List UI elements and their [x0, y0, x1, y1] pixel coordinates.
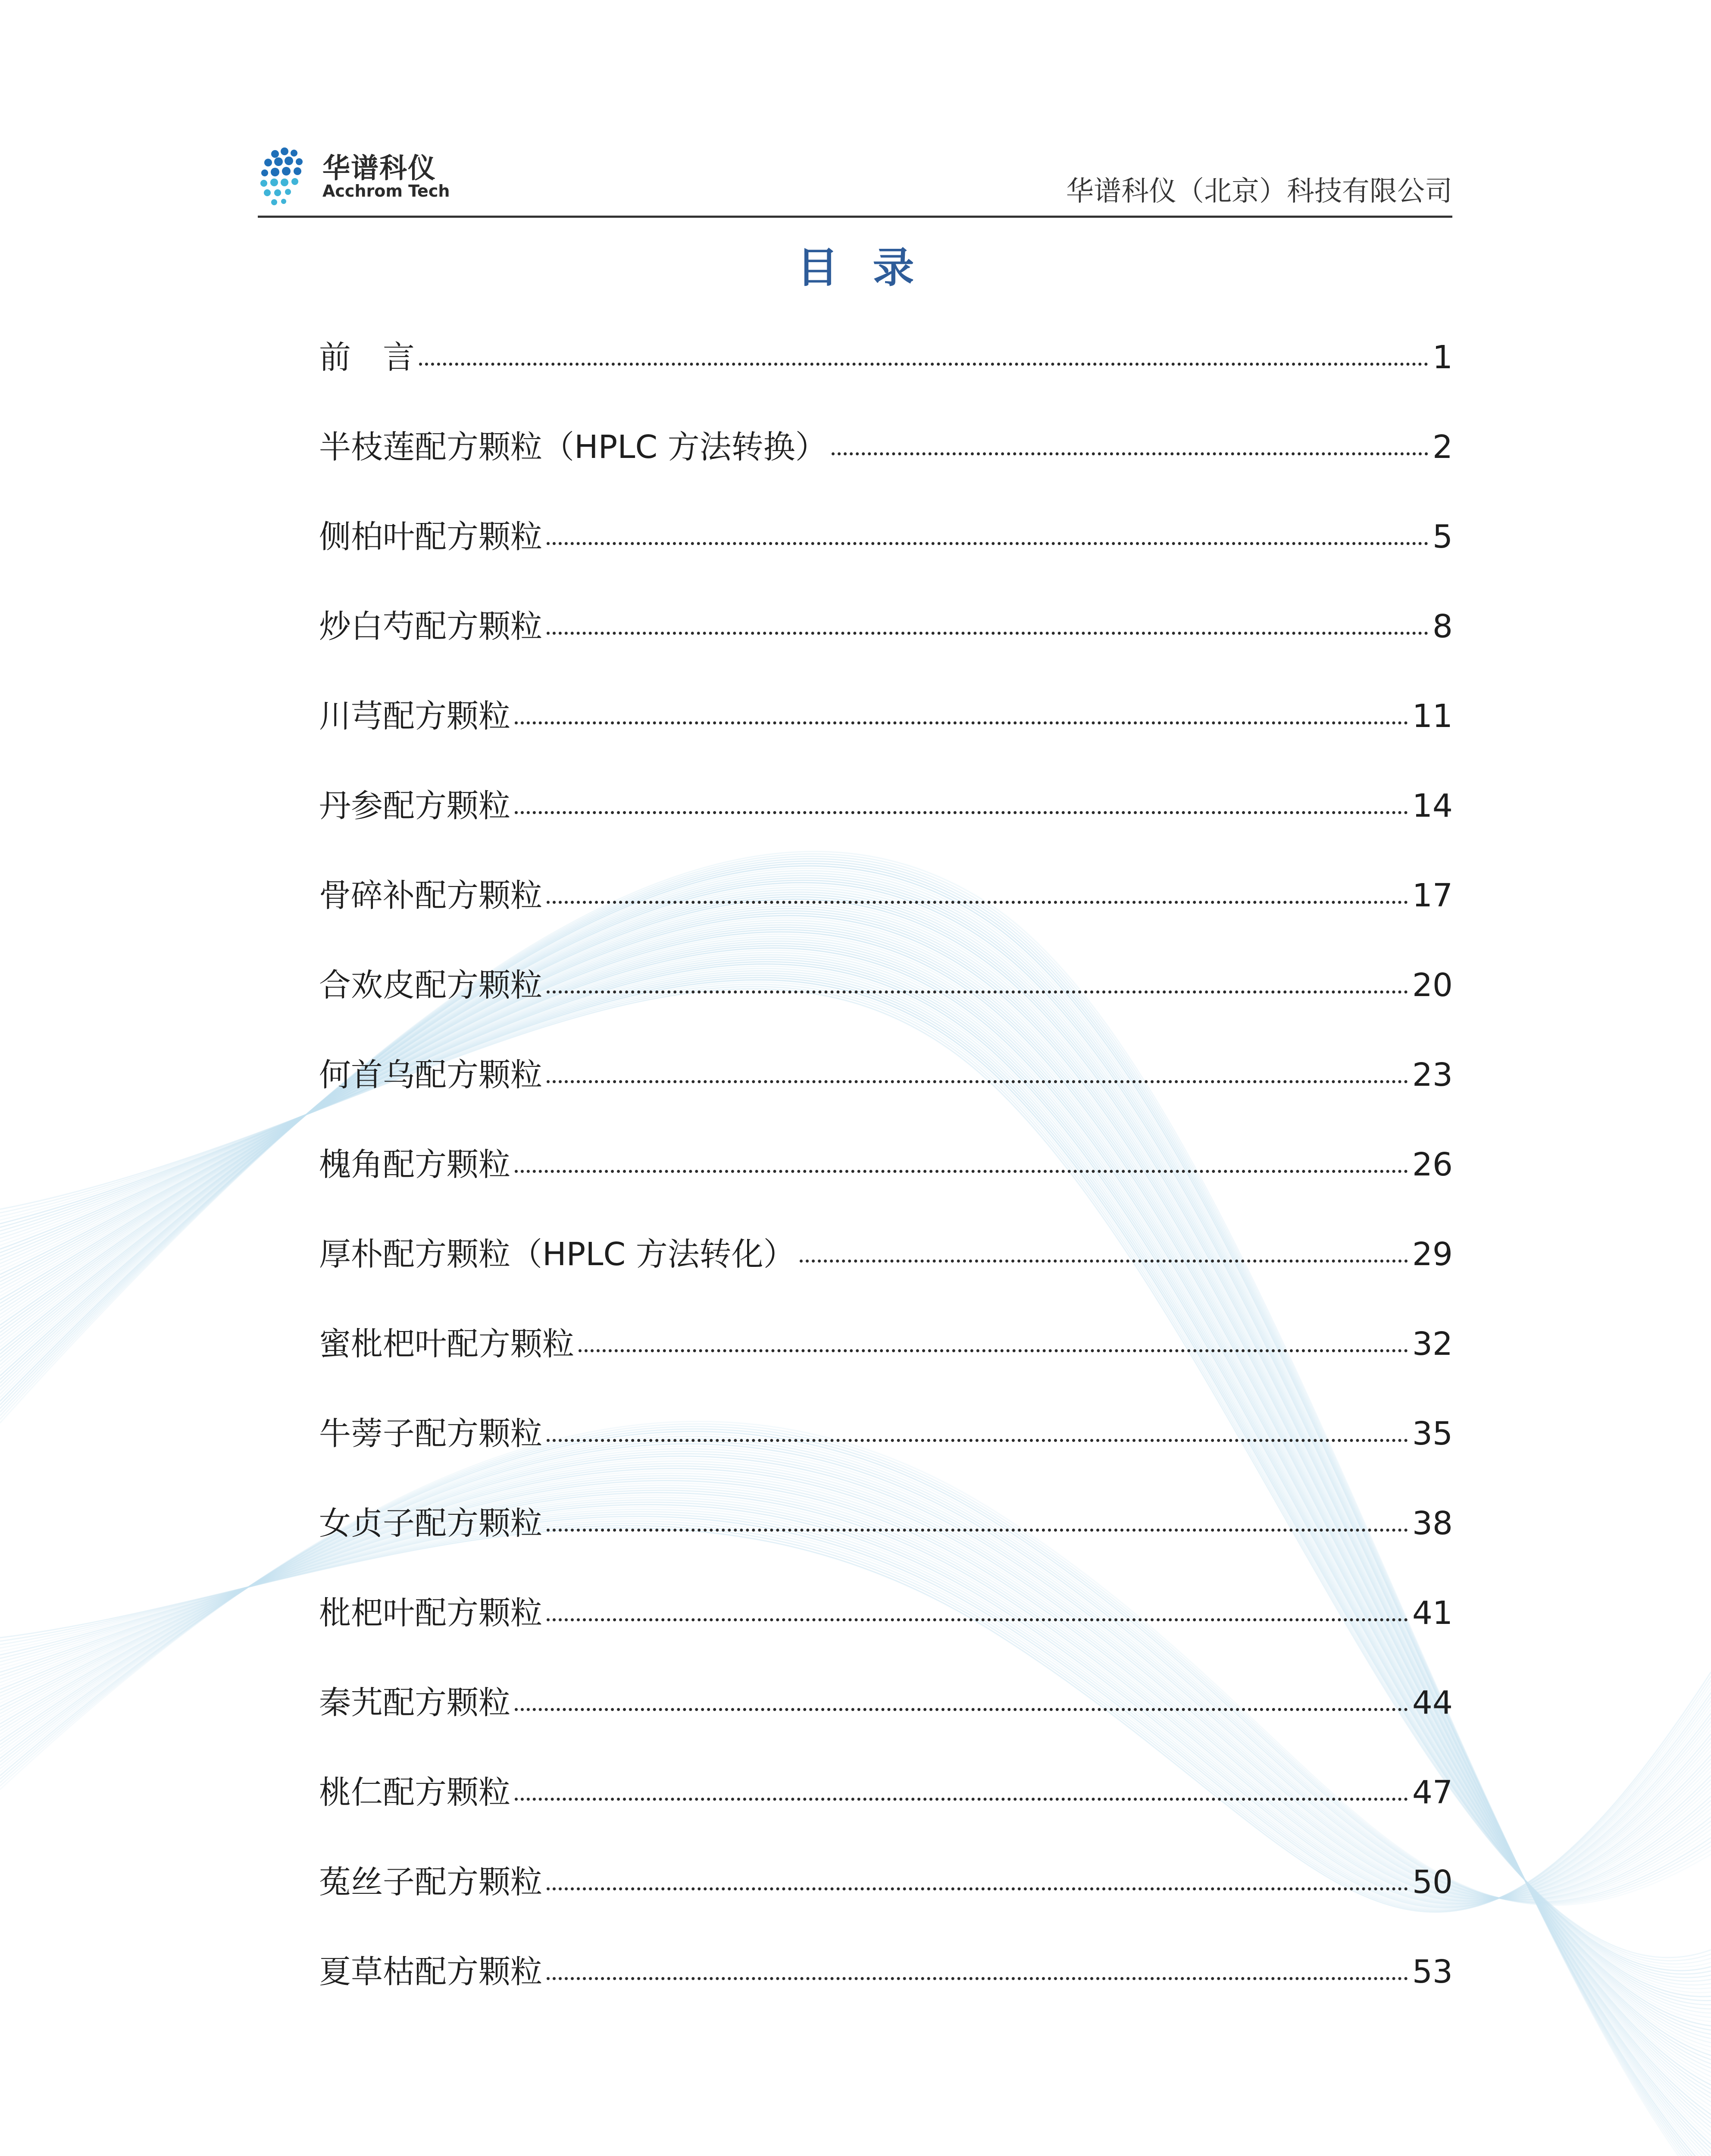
toc-entry-title: 女贞子配方颗粒: [319, 1505, 542, 1542]
toc-dot-leader: [547, 1618, 1408, 1621]
toc-entry[interactable]: [319, 1319, 1453, 1408]
toc-entry-title: 骨碎补配方颗粒: [319, 877, 542, 914]
toc-entry[interactable]: [319, 1229, 1453, 1319]
toc-entry[interactable]: [319, 332, 1453, 422]
toc-entry-title: 牛蒡子配方颗粒: [319, 1415, 542, 1452]
toc-entry[interactable]: [319, 1946, 1453, 2036]
toc-entry-page: 20: [1412, 967, 1453, 1004]
toc-dot-leader: [547, 1529, 1408, 1532]
toc-entry-page: 1: [1432, 339, 1453, 376]
toc-entry-page: 5: [1432, 518, 1453, 555]
toc-entry[interactable]: [319, 511, 1453, 601]
company-logo: [258, 144, 450, 213]
toc-dot-leader: [419, 363, 1428, 366]
toc-entry[interactable]: [319, 691, 1453, 780]
toc-entry[interactable]: [319, 1408, 1453, 1498]
toc-entry-title: 前 言: [319, 339, 415, 376]
toc-dot-leader: [547, 1887, 1408, 1890]
toc-dot-leader: [547, 542, 1428, 545]
toc-entry-title: 丹参配方颗粒: [319, 787, 510, 824]
toc-entry[interactable]: [319, 1588, 1453, 1677]
toc-entry-title: 厚朴配方颗粒（HPLC 方法转化）: [319, 1236, 795, 1273]
toc-entry[interactable]: [319, 601, 1453, 691]
toc-entry-page: 11: [1412, 698, 1453, 735]
toc-entry-title: 枇杷叶配方颗粒: [319, 1595, 542, 1632]
toc-entry-page: 44: [1412, 1684, 1453, 1721]
toc-entry-page: 53: [1412, 1953, 1453, 1990]
toc-entry-page: 17: [1412, 877, 1453, 914]
toc-dot-leader: [515, 721, 1408, 724]
toc-dot-leader: [579, 1349, 1408, 1352]
toc-entry[interactable]: [319, 870, 1453, 960]
toc-dot-leader: [547, 901, 1408, 904]
toc-dot-leader: [515, 811, 1408, 814]
toc-dot-leader: [832, 452, 1428, 455]
logo-globe-icon: [258, 144, 318, 213]
toc-entry-page: 26: [1412, 1146, 1453, 1183]
company-name: 华谱科仪（北京）科技有限公司: [1066, 175, 1452, 207]
toc-entry-title: 川芎配方颗粒: [319, 698, 510, 735]
toc-entry-title: 秦艽配方颗粒: [319, 1684, 510, 1721]
toc-dot-leader: [515, 1798, 1408, 1801]
toc-dot-leader: [547, 1977, 1408, 1980]
toc-dot-leader: [515, 1170, 1408, 1173]
toc-entry[interactable]: [319, 1498, 1453, 1588]
toc-entry-page: 41: [1412, 1595, 1453, 1632]
toc-entry-page: 50: [1412, 1864, 1453, 1901]
header-divider: [258, 216, 1452, 218]
toc-entry-page: 29: [1412, 1236, 1453, 1273]
toc-entry-page: 47: [1412, 1774, 1453, 1811]
toc-entry-page: 2: [1432, 429, 1453, 466]
toc-entry-title: 半枝莲配方颗粒（HPLC 方法转换）: [319, 429, 827, 466]
toc-entry[interactable]: [319, 1139, 1453, 1229]
toc-dot-leader: [547, 990, 1408, 993]
toc-entry-page: 23: [1412, 1056, 1453, 1094]
toc-entry[interactable]: [319, 1767, 1453, 1857]
toc-entry-page: 8: [1432, 608, 1453, 645]
toc-dot-leader: [547, 1439, 1408, 1442]
toc-entry-title: 桃仁配方颗粒: [319, 1774, 510, 1811]
toc-entry[interactable]: [319, 1050, 1453, 1139]
toc-entry-title: 何首乌配方颗粒: [319, 1056, 542, 1094]
toc-entry[interactable]: [319, 960, 1453, 1050]
toc-entry-page: 35: [1412, 1415, 1453, 1452]
toc-dot-leader: [800, 1260, 1408, 1263]
toc-entry-title: 炒白芍配方颗粒: [319, 608, 542, 645]
toc-dot-leader: [547, 1080, 1408, 1083]
toc-dot-leader: [515, 1708, 1408, 1711]
logo-chinese-name: 华谱科仪: [322, 153, 436, 185]
toc-entry-title: 蜜枇杷叶配方颗粒: [319, 1326, 574, 1363]
toc-entry-title: 菟丝子配方颗粒: [319, 1864, 542, 1901]
toc-dot-leader: [547, 632, 1428, 635]
toc-entry[interactable]: [319, 780, 1453, 870]
toc-entry[interactable]: [319, 1677, 1453, 1767]
toc-entry-page: 32: [1412, 1326, 1453, 1363]
page-title: 目录: [797, 244, 949, 292]
toc-entry[interactable]: [319, 1857, 1453, 1946]
toc-entry-title: 侧柏叶配方颗粒: [319, 518, 542, 555]
toc-entry-title: 合欢皮配方颗粒: [319, 967, 542, 1004]
toc-entry[interactable]: [319, 422, 1453, 511]
logo-english-name: Acchrom Tech: [322, 182, 450, 201]
toc-entry-page: 38: [1412, 1505, 1453, 1542]
toc-entry-title: 槐角配方颗粒: [319, 1146, 510, 1183]
toc-entry-title: 夏草枯配方颗粒: [319, 1953, 542, 1990]
table-of-contents: [319, 332, 1453, 2036]
toc-entry-page: 14: [1412, 787, 1453, 824]
